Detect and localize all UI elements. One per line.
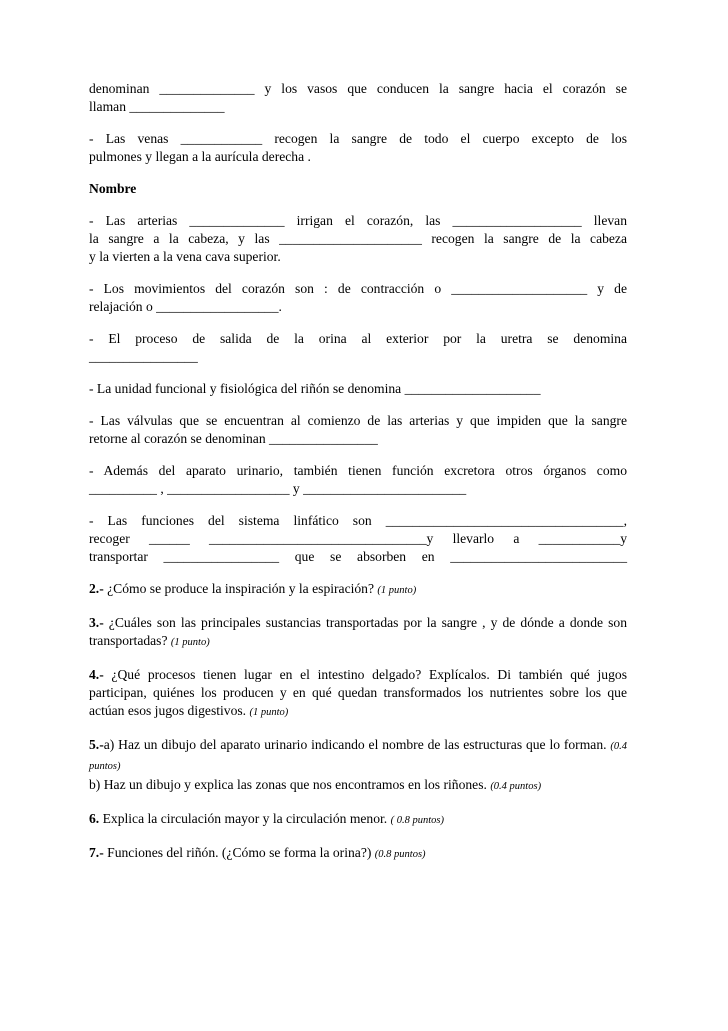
text-line: retorne al corazón se denominan ________________ <box>89 431 378 446</box>
text-line: - Además del aparato urinario, también tienen función excretora otros órganos como <box>89 463 627 478</box>
text-line: - Las venas ____________ recogen la sangre de todo el cuerpo excepto de los <box>89 131 627 146</box>
question-text: ¿Cuáles son las principales sustancias transportadas por la sangre , y de dónde a donde son transportadas? <box>89 615 627 648</box>
question-number: 2.- <box>89 581 104 596</box>
fill-item <box>89 80 627 116</box>
text-line: llaman ______________ <box>89 99 225 114</box>
question-points: (0.8 puntos) <box>374 849 426 860</box>
question-number: 7.- <box>89 845 104 860</box>
section-label: Nombre <box>89 181 137 196</box>
question-7 <box>89 844 627 864</box>
question-3 <box>89 614 627 652</box>
text-line: y la vierten a la vena cava superior. <box>89 249 281 264</box>
fill-item <box>89 412 627 448</box>
question-6 <box>89 810 627 830</box>
fill-item <box>89 330 627 366</box>
question-2 <box>89 580 627 600</box>
question-points: (0.4 puntos) <box>89 741 628 772</box>
text-line: relajación o __________________. <box>89 299 282 314</box>
question-points: (1 punto) <box>377 585 417 596</box>
question-number: 4.- <box>89 667 104 682</box>
question-points: (0.4 puntos) <box>490 781 542 792</box>
question-number: 5.- <box>89 737 104 752</box>
text-line: transportar _________________ que se absorben en __________________________ <box>89 549 627 564</box>
text-line: __________ , __________________ y ________________________ <box>89 481 467 496</box>
question-points: ( 0.8 puntos) <box>390 815 444 826</box>
text-line: - Las arterias ______________ irrigan el corazón, las ___________________ llevan <box>89 213 627 228</box>
fill-item <box>89 212 627 266</box>
question-text: Funciones del riñón. (¿Cómo se forma la orina?) <box>103 845 372 860</box>
question-text: b) Haz un dibujo y explica las zonas que nos encontramos en los riñones. <box>89 777 487 792</box>
question-text: Explica la circulación mayor y la circulación menor. <box>99 811 388 826</box>
text-line: denominan ______________ y los vasos que conducen la sangre hacia el corazón se <box>89 81 627 96</box>
text-line: ________________ <box>89 349 198 364</box>
document-page <box>89 80 627 878</box>
fill-item <box>89 512 627 566</box>
fill-item <box>89 280 627 316</box>
question-points: (1 punto) <box>170 637 210 648</box>
fill-item <box>89 130 627 166</box>
question-text: ¿Qué procesos tienen lugar en el intestino delgado? Explícalos. Di también qué jugos participan, quiénes los producen y en qué quedan transformados los nutrientes sobre los que actúan esos jugos digestivos. <box>89 667 627 718</box>
question-text: a) Haz un dibujo del aparato urinario indicando el nombre de las estructuras que lo forman. <box>103 737 607 752</box>
text-line: - Las funciones del sistema linfático son ___________________________________, <box>89 513 627 528</box>
text-line: - Las válvulas que se encuentran al comienzo de las arterias y que impiden que la sangre <box>89 413 627 428</box>
text-line: - La unidad funcional y fisiológica del riñón se denomina ____________________ <box>89 381 541 396</box>
text-line: - El proceso de salida de la orina al exterior por la uretra se denomina <box>89 331 627 346</box>
question-5 <box>89 736 627 796</box>
fill-item <box>89 462 627 498</box>
text-line: recoger ______ ________________________________y llevarlo a ____________y <box>89 531 627 546</box>
question-number: 3.- <box>89 615 104 630</box>
text-line: la sangre a la cabeza, y las _____________________ recogen la sangre de la cabeza <box>89 231 627 246</box>
text-line: pulmones y llegan a la aurícula derecha . <box>89 149 311 164</box>
question-points: (1 punto) <box>249 707 289 718</box>
question-4 <box>89 666 627 722</box>
fill-item <box>89 380 627 398</box>
question-number: 6. <box>89 811 100 826</box>
question-text: ¿Cómo se produce la inspiración y la espiración? <box>103 581 375 596</box>
text-line: - Los movimientos del corazón son : de contracción o ____________________ y de <box>89 281 627 296</box>
